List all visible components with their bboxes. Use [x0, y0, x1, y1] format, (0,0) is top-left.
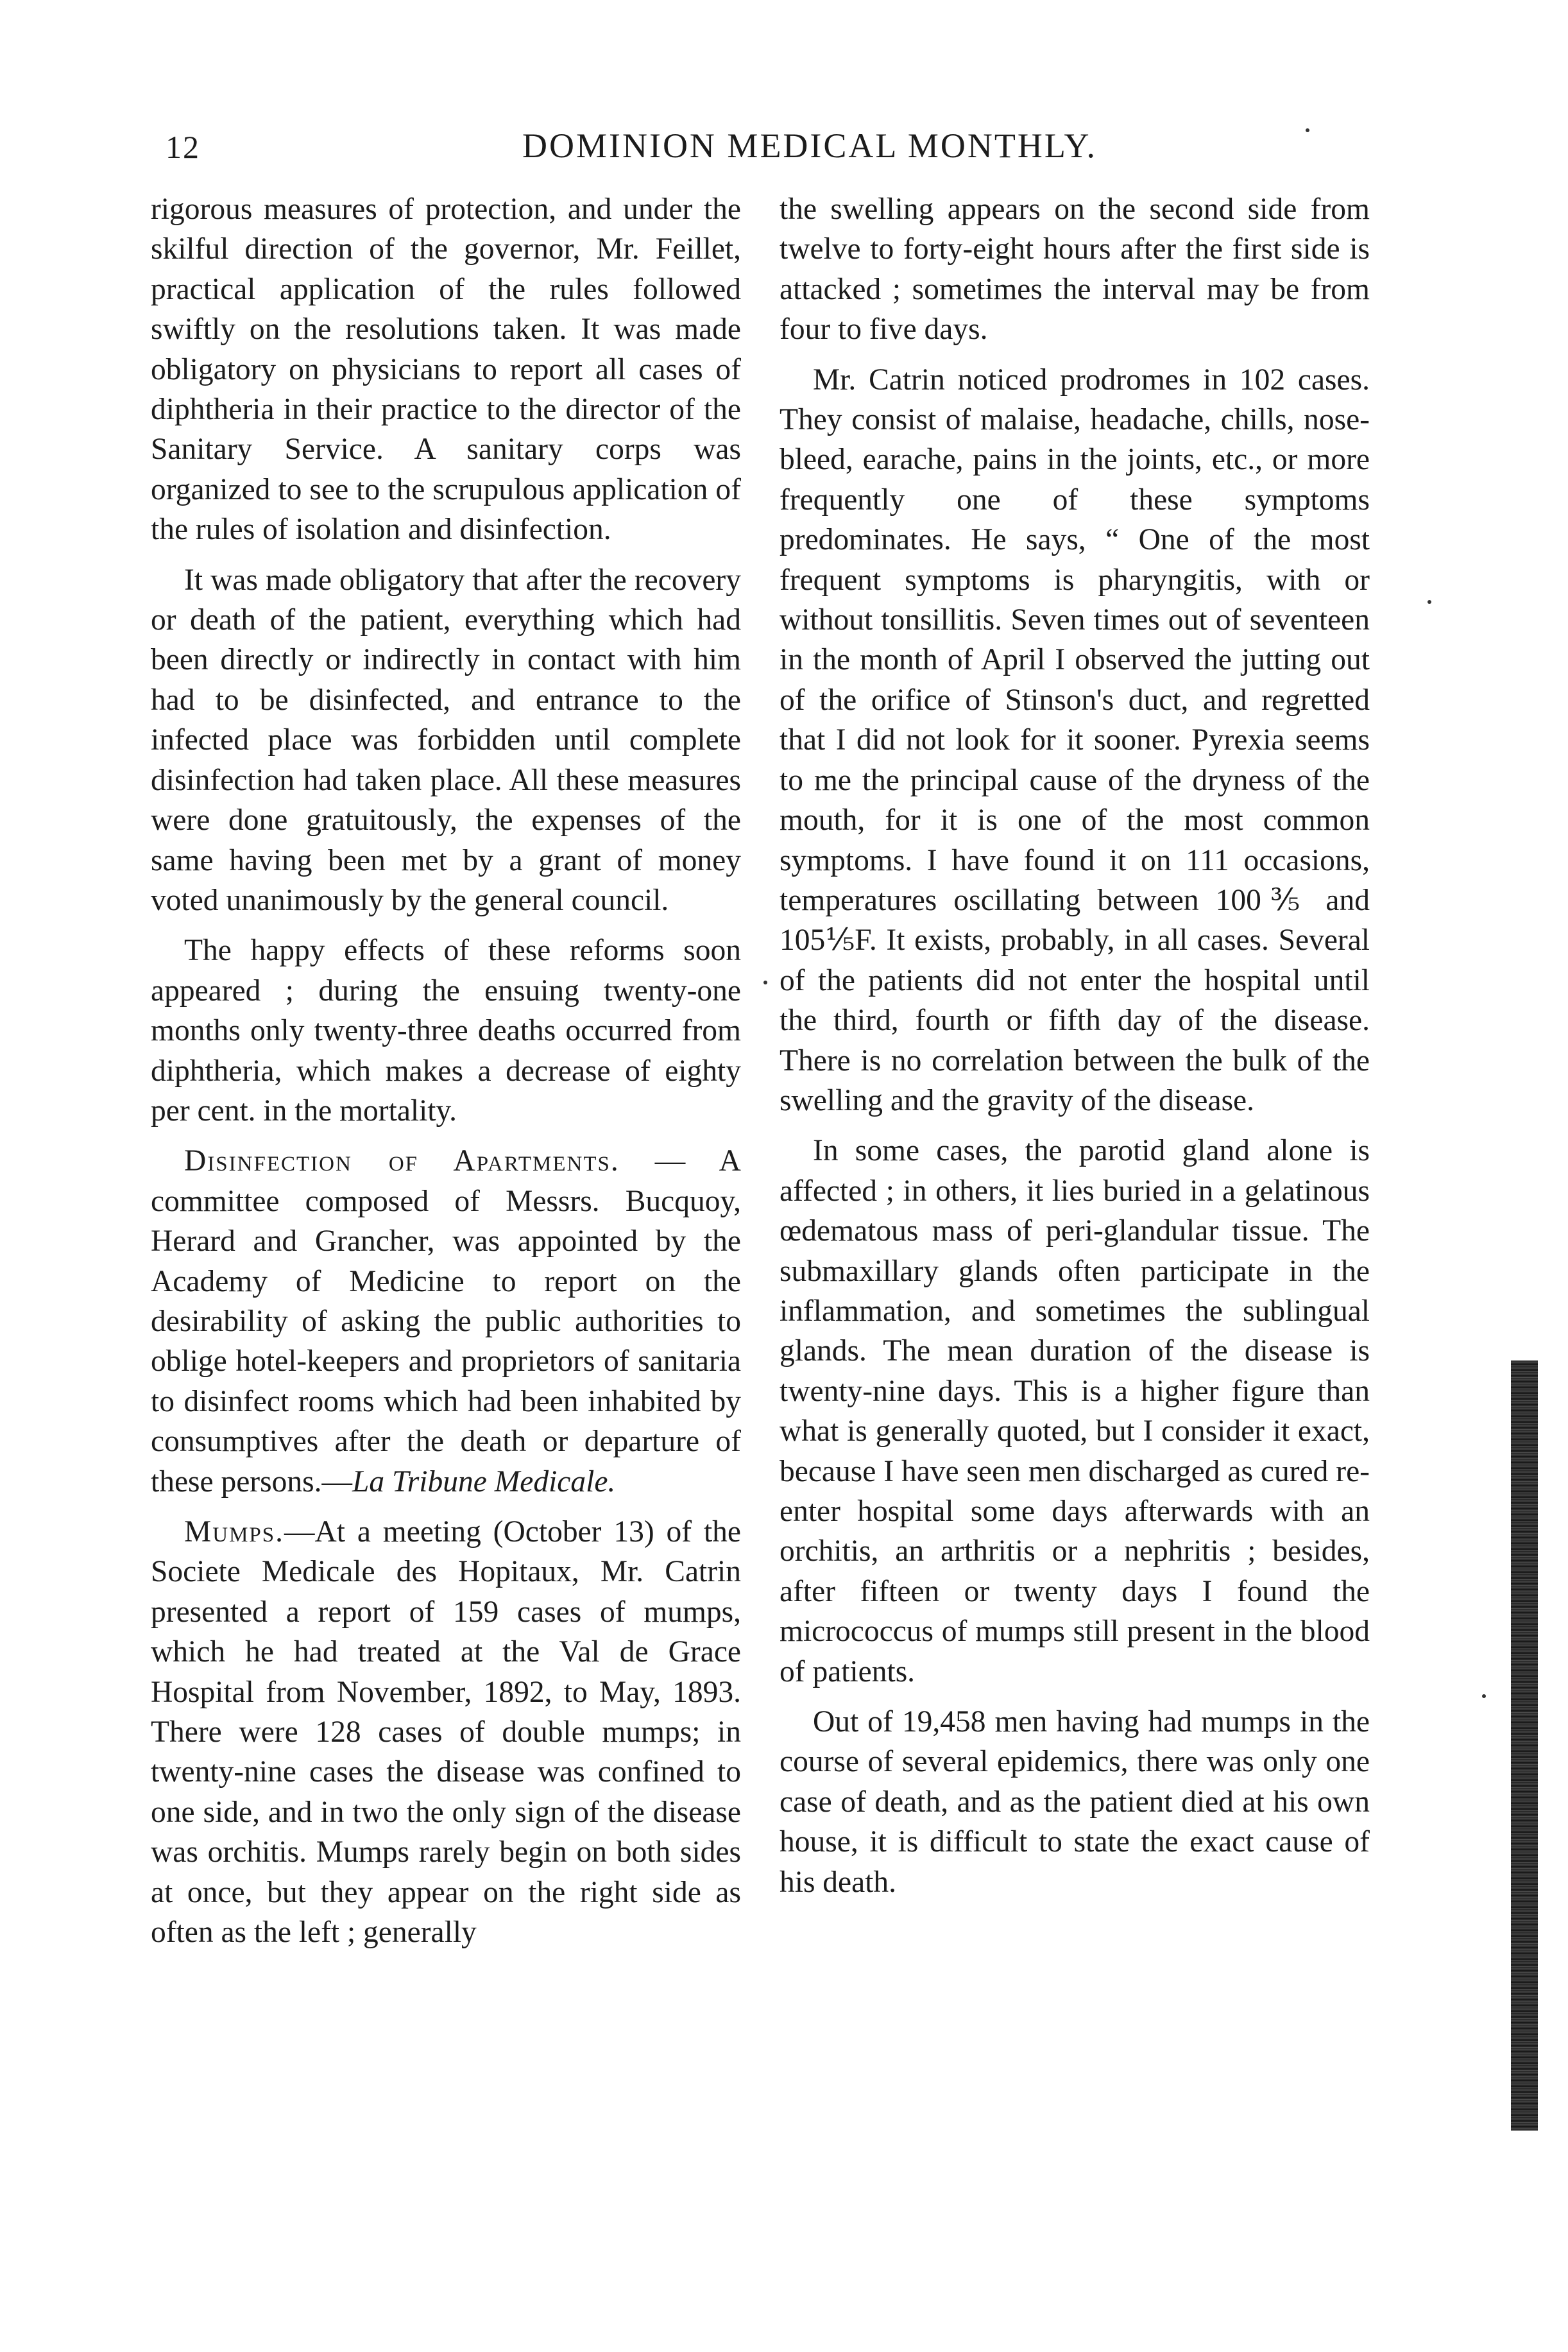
paragraph: rigorous measures of protection, and under the skilful direction of the governor, Mr. Feillet, practical application of the rules followed swiftly on the resolutions taken. It was made obligatory on physicians to report all cases of diphtheria in their practice to the director of the Sanitary Service. A sanitary corps was organized to see to the scrupulous application of the rules of isolation and disinfection.	[151, 193, 741, 547]
scan-speck	[1482, 1694, 1486, 1698]
paragraph-text: —At a meeting (October 13) of the Societe Medicale des Hopitaux, Mr. Catrin presented a report of 159 cases of mumps, which he had treated at the Val de Grace Hospital from November, 1892, to May, 1893. There were 128 cases of double mumps; in twenty-nine cases the disease was confined to one side, and in two the only sign of the disease was orchitis. Mumps rarely begin on both sides at once, but they appear on the right side as often as the left ; generally	[151, 1515, 741, 1950]
running-title: DOMINION MEDICAL MONTHLY.	[522, 126, 1098, 165]
left-column	[151, 189, 741, 1962]
scan-edge-artifact	[1511, 1361, 1538, 2131]
scan-speck	[1427, 600, 1431, 604]
paragraph-text: — A committee composed of Messrs. Bucquoy, Herard and Grancher, was appointed by the Academy of Medicine to report on the desirability of asking the public authorities to oblige hotel-keepers and proprietors of sanitaria to disinfect rooms which had been inhabited by consumptives after the death or departure of these persons.—	[151, 1144, 741, 1498]
right-column	[780, 189, 1370, 1912]
section-heading: Mumps.	[184, 1515, 284, 1549]
scan-speck	[763, 981, 767, 984]
paragraph-mumps	[151, 1512, 741, 1952]
paragraph: Mr. Catrin noticed prodromes in 102 cases. They consist of malaise, headache, chills, nose-bleed, earache, pains in the joints, etc., or more frequently one of these symptoms predominates. He says, “ One of the most frequent symptoms is pharyngitis, with or without tonsillitis. Seven times out of seventeen in the month of April I observed the jutting out of the orifice of Stinson's duct, and regretted that I did not look for it sooner. Pyrexia seems to me the principal cause of the dryness of the mouth, for it is one of the most common symptoms. I have found it on 111 occasions, temperatures oscillating between 100⅗ and 105⅕F. It exists, probably, in all cases. Several of the patients did not enter the hospital until the third, fourth or fifth day of the disease. There is no correlation between the bulk of the swelling and the gravity of the disease.	[780, 363, 1370, 1117]
paragraph: the swelling appears on the second side from twelve to forty-eight hours after the first side is attacked ; sometimes the interval may be from four to five days.	[780, 193, 1370, 347]
page-number: 12	[166, 129, 200, 165]
paragraph: It was made obligatory that after the recovery or death of the patient, everything which had been directly or indirectly in contact with him had to be disinfected, and entrance to the infected place was forbidden until complete disinfection had taken place. All these measures were done gratuitously, the expenses of the same having been met by a grant of money voted unanimously by the general council.	[151, 563, 741, 917]
citation: La Tribune Medicale.	[352, 1464, 616, 1498]
scan-speck	[1306, 128, 1309, 132]
paragraph: Out of 19,458 men having had mumps in the course of several epidemics, there was only one case of death, and as the patient died at his own house, it is difficult to state the exact cause of his death.	[780, 1705, 1370, 1899]
paragraph: The happy effects of these reforms soon appeared ; during the ensuing twenty-one months only twenty-three deaths occurred from diphtheria, which makes a decrease of eighty per cent. in the mortality.	[151, 934, 741, 1128]
section-heading: Disinfection of Apartments.	[184, 1144, 620, 1178]
paragraph-disinfection	[151, 1141, 741, 1502]
paragraph: In some cases, the parotid gland alone is affected ; in others, it lies buried in a gelatinous œdematous mass of peri-glandular tissue. The submaxillary glands often participate in the inflammation, and sometimes the sublingual glands. The mean duration of the disease is twenty-nine days. This is a higher figure than what is generally quoted, but I consider it exact, because I have seen men discharged as cured re-enter hospital some days afterwards with an orchitis, an arthritis or a nephritis ; besides, after fifteen or twenty days I found the micrococcus of mumps still present in the blood of patients.	[780, 1134, 1370, 1688]
